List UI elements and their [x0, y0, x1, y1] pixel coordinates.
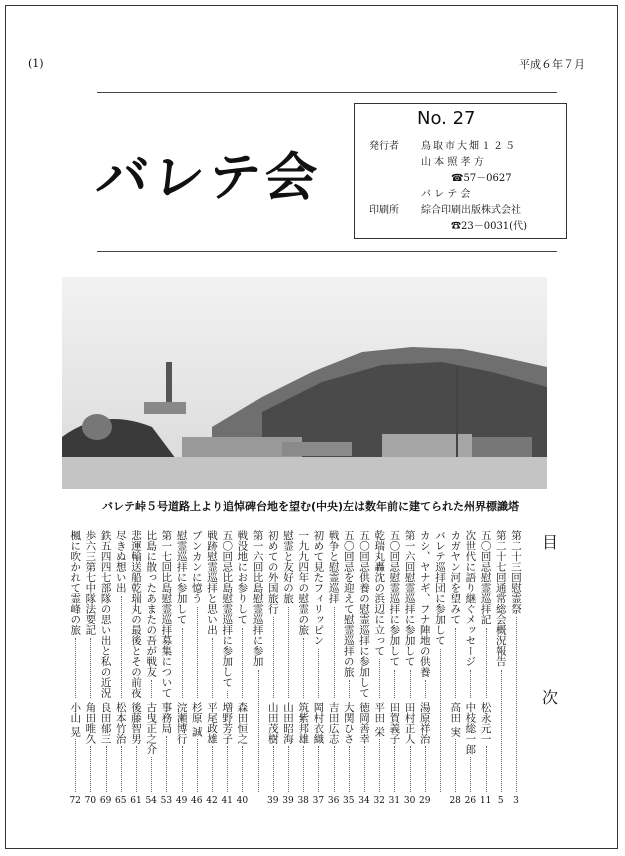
toc-leader: [182, 746, 183, 792]
toc-entry-page: 28: [449, 796, 461, 806]
cover-photo: [62, 277, 547, 489]
toc-entry-page: 41: [221, 796, 233, 806]
toc-entry: [495, 530, 507, 812]
toc-entry-page: 38: [297, 796, 309, 806]
toc-entry-title: 五〇回忌慰霊巡拝に参加して: [388, 530, 401, 667]
toc-leader: [303, 638, 304, 698]
toc-entry-author: 森田恒之: [236, 702, 249, 744]
toc-leader: [455, 628, 456, 699]
toc-leader: [364, 746, 365, 792]
toc-entry-page: 40: [236, 796, 249, 806]
toc-entry: [176, 530, 188, 812]
toc-entry-title: 第一六回慰霊巡拝に参加して: [403, 530, 416, 667]
toc-leader: [303, 746, 304, 792]
toc-entry-title: 第二十七回通常総会概況報告: [494, 530, 507, 667]
toc-entry-page: 65: [115, 796, 127, 806]
toc-entry-title: 悲運輸送船乾瑞丸の最後とその前夜: [129, 530, 142, 698]
toc-leader: [182, 628, 183, 699]
toc-leader: [379, 739, 380, 792]
toc-heading-char: 次: [541, 688, 558, 707]
toc-entry: [358, 530, 370, 812]
toc-entry-page: 37: [312, 796, 325, 806]
publisher-name: バ レ テ 会: [421, 189, 471, 200]
toc-entry-title: 五〇回忌を迎えて慰霊巡拝の旅: [342, 530, 355, 677]
toc-entry-page: 34: [358, 796, 370, 806]
publisher-phone: ☎57－0627: [451, 173, 512, 184]
toc-entry-title: 歩六三第七中隊法要記: [84, 530, 97, 635]
issue-date: 平成６年７月: [519, 58, 585, 71]
toc-entry-page: 3: [513, 796, 519, 806]
toc-entry: [252, 530, 264, 812]
toc-entry-author: 大関ひさ: [342, 702, 355, 744]
toc-entry-title: 五〇回忌供養の慰霊巡拝に参加して: [357, 530, 370, 698]
toc-leader: [151, 757, 152, 793]
toc-entry-title: 戦争と慰霊巡拝: [327, 530, 340, 604]
toc-leader: [470, 670, 471, 699]
publisher-address: 鳥取市大畑１２５: [421, 141, 517, 152]
toc-leader: [334, 746, 335, 792]
toc-entry-author: 筑紫邦雄: [297, 702, 310, 744]
toc-leader: [318, 649, 319, 699]
toc-entry-author: 平田 栄: [373, 702, 386, 737]
toc-entry: [343, 530, 355, 812]
publication-info-box: [354, 103, 567, 239]
page-number: (1): [28, 57, 44, 70]
toc-leader: [425, 746, 426, 792]
toc-entry-title: 鉄五四四七部隊の思い出と私の近況: [99, 530, 112, 698]
toc-entry: [84, 530, 96, 812]
toc-entry: [236, 530, 248, 812]
toc-entry-author: 小山 晃: [69, 702, 82, 737]
toc-entry-title: 慰霊巡拝に参加して: [175, 530, 188, 625]
toc-entry-page: 69: [99, 796, 112, 806]
toc-entry: [297, 530, 309, 812]
toc-leader: [75, 739, 76, 792]
toc-leader: [318, 746, 319, 792]
toc-leader: [394, 670, 395, 699]
toc-entry: [115, 530, 127, 812]
toc-entry-title: 乾瑞丸轟沈の浜辺に立って: [373, 530, 386, 656]
toc-entry-author: 角田唯久: [84, 702, 97, 744]
toc-entry: [312, 530, 324, 812]
toc-entry-author: 古曳正之介: [145, 702, 158, 755]
toc-entry: [130, 530, 142, 812]
photo-illustration: [62, 277, 547, 489]
toc-entry-page: 35: [343, 796, 355, 806]
toc-entry-title: 初めての外国旅行: [266, 530, 279, 614]
publisher-label: 発行者: [369, 141, 399, 152]
printer-label: 印刷所: [369, 205, 399, 216]
toc-entry: [328, 530, 340, 812]
toc-entry-author: 高田 実: [449, 702, 462, 737]
masthead-title: バレテ会: [93, 148, 324, 208]
toc-leader: [197, 607, 198, 699]
toc-entry-title: 楓に吹かれて霊峰の旅: [69, 530, 82, 635]
middle-rule: [97, 251, 557, 252]
toc-leader: [273, 746, 274, 792]
toc-leader: [288, 607, 289, 699]
toc-leader: [90, 746, 91, 792]
toc-entry-page: 61: [130, 796, 142, 806]
toc-entry-page: 42: [206, 796, 218, 806]
toc-entry-title: 尽きぬ想い出: [114, 530, 127, 593]
toc-entry-title: 五〇回忌比島慰霊巡拝に参加して: [221, 530, 234, 688]
toc-entry-title: 第一六回比島慰霊巡拝に参加: [251, 530, 264, 667]
toc-entry-title: 一九九四年の慰霊の旅: [297, 530, 310, 635]
toc-entry-title: 第二十三回慰霊祭: [509, 530, 522, 614]
toc-entry-title: バレテ巡拝団に参加して: [433, 530, 446, 646]
printer-name: 綜合印刷出版株式会社: [421, 205, 521, 216]
toc-entry-author: 中枝総一郎: [464, 702, 477, 755]
toc-entry-page: 11: [479, 796, 492, 806]
toc-entry-title: 比島に散ったあまたの吾が戦友: [145, 530, 158, 677]
toc-leader: [440, 649, 441, 793]
toc-leader: [121, 746, 122, 792]
toc-leader: [501, 670, 502, 793]
toc-entry: [373, 530, 385, 812]
toc-entry: [191, 530, 203, 812]
toc-entry: [480, 530, 492, 812]
toc-entry-title: 戦没地にお参りして: [236, 530, 249, 625]
toc-entry: [419, 530, 431, 812]
toc-entry: [160, 530, 172, 812]
toc-entry-title: 五〇回忌慰霊巡拝記: [479, 530, 492, 625]
toc-entry-title: 初めて見たフィリッピン: [312, 530, 325, 646]
toc-entry: [388, 530, 400, 812]
toc-leader: [121, 596, 122, 698]
toc-entry-author: 山田茂樹: [266, 702, 279, 744]
toc-leader: [227, 691, 228, 699]
toc-leader: [90, 638, 91, 698]
toc-leader: [242, 746, 243, 792]
toc-entry-page: 30: [403, 796, 416, 806]
toc-entry-page: 26: [464, 796, 477, 806]
toc-entry-author: 良田郁三: [99, 702, 112, 744]
toc-heading: [538, 530, 562, 708]
toc-entry-author: 吉田広志: [327, 702, 340, 744]
toc-entry-author: 増野芳子: [221, 702, 234, 744]
toc-entry-author: 松本竹治: [114, 702, 127, 744]
toc-entry-author: 松永元一: [479, 702, 492, 744]
top-rule: [97, 92, 557, 93]
toc-leader: [151, 680, 152, 698]
toc-entry-author: 湯原祥治: [418, 702, 431, 744]
toc-entry-page: 49: [175, 796, 188, 806]
toc-entry: [100, 530, 112, 812]
toc-entry-page: 31: [388, 796, 401, 806]
toc-entry: [69, 530, 81, 812]
toc-leader: [227, 746, 228, 792]
toc-leader: [106, 746, 107, 792]
toc-entry-author: 徳岡善幸: [357, 702, 370, 744]
toc-entry: [267, 530, 279, 812]
toc-leader: [470, 757, 471, 793]
toc-entry-author: 田賀義子: [388, 702, 401, 744]
toc-entry: [206, 530, 218, 812]
toc-entry: [145, 530, 157, 812]
toc-entry-title: 戦跡慰霊巡拝と思い出: [205, 530, 218, 635]
toc-leader: [410, 746, 411, 792]
toc-entry-page: 29: [419, 796, 431, 806]
toc-entry: [510, 530, 522, 812]
toc-entry-author: 山田昭海: [281, 702, 294, 744]
toc-entry-page: 54: [145, 796, 157, 806]
toc-entry-author: 杉原 誠: [190, 702, 203, 737]
toc-leader: [136, 746, 137, 792]
toc-entry: [464, 530, 476, 812]
toc-entry-page: 46: [191, 796, 203, 806]
toc-heading-char: 目: [541, 533, 558, 552]
toc-entry: [282, 530, 294, 812]
toc-entry: [434, 530, 446, 812]
toc-leader: [349, 680, 350, 698]
toc-leader: [394, 746, 395, 792]
toc-entry-title: ブンカンに憶う: [190, 530, 203, 604]
toc-leader: [486, 746, 487, 792]
toc-leader: [486, 628, 487, 699]
toc-entry-page: 39: [282, 796, 294, 806]
toc-entry: [221, 530, 233, 812]
toc-entry-title: 次世代に語り継ぐメッセージ: [464, 530, 477, 667]
toc-leader: [288, 746, 289, 792]
toc-leader: [349, 746, 350, 792]
toc-leader: [516, 617, 517, 792]
toc-entry-author: 浣瀬博行: [175, 702, 188, 744]
toc-entry-author: 事務局: [160, 702, 173, 734]
toc-entry-title: カシ、ヤナギ、フナ陣地の供養: [418, 530, 431, 677]
toc-leader: [334, 607, 335, 699]
toc-leader: [410, 670, 411, 699]
toc-entry-author: 後藤智男: [129, 702, 142, 744]
toc-leader: [258, 670, 259, 793]
toc-leader: [273, 617, 274, 698]
toc-entry-page: 32: [373, 796, 385, 806]
printer-phone: ☎23－0031(代): [451, 221, 527, 232]
toc-leader: [75, 638, 76, 698]
toc-entry-author: 岡村衣織: [312, 702, 325, 744]
photo-caption: バレテ峠５号道路上より追悼碑台地を望む(中央)左は数年前に建てられた州界標識塔: [102, 500, 520, 513]
toc-leader: [166, 736, 167, 793]
toc-entry-page: 39: [267, 796, 279, 806]
toc-entry: [449, 530, 461, 812]
toc-entry-page: 36: [327, 796, 340, 806]
toc-entry-page: 53: [160, 796, 173, 806]
toc-entry-author: 田村正人: [403, 702, 416, 744]
toc-entry-title: 第一七回比島慰霊巡拝募集について: [160, 530, 173, 698]
issue-number: No. 27: [417, 108, 476, 129]
toc-entry-page: 5: [497, 796, 504, 806]
toc-leader: [212, 746, 213, 792]
toc-leader: [212, 638, 213, 698]
toc-entry-page: 70: [84, 796, 97, 806]
toc-leader: [242, 628, 243, 699]
toc-entry-title: 慰霊と友好の旅: [281, 530, 294, 604]
toc-entry: [404, 530, 416, 812]
publisher-person: 山 本 照 孝 方: [421, 157, 484, 168]
table-of-contents: [69, 530, 522, 812]
toc-leader: [455, 739, 456, 792]
toc-leader: [197, 739, 198, 792]
toc-entry-title: カガヤン河を望みて: [449, 530, 462, 625]
toc-entry-page: 72: [69, 796, 81, 806]
toc-leader: [379, 659, 380, 698]
toc-leader: [425, 680, 426, 698]
toc-entry-author: 平尾政雄: [205, 702, 218, 744]
